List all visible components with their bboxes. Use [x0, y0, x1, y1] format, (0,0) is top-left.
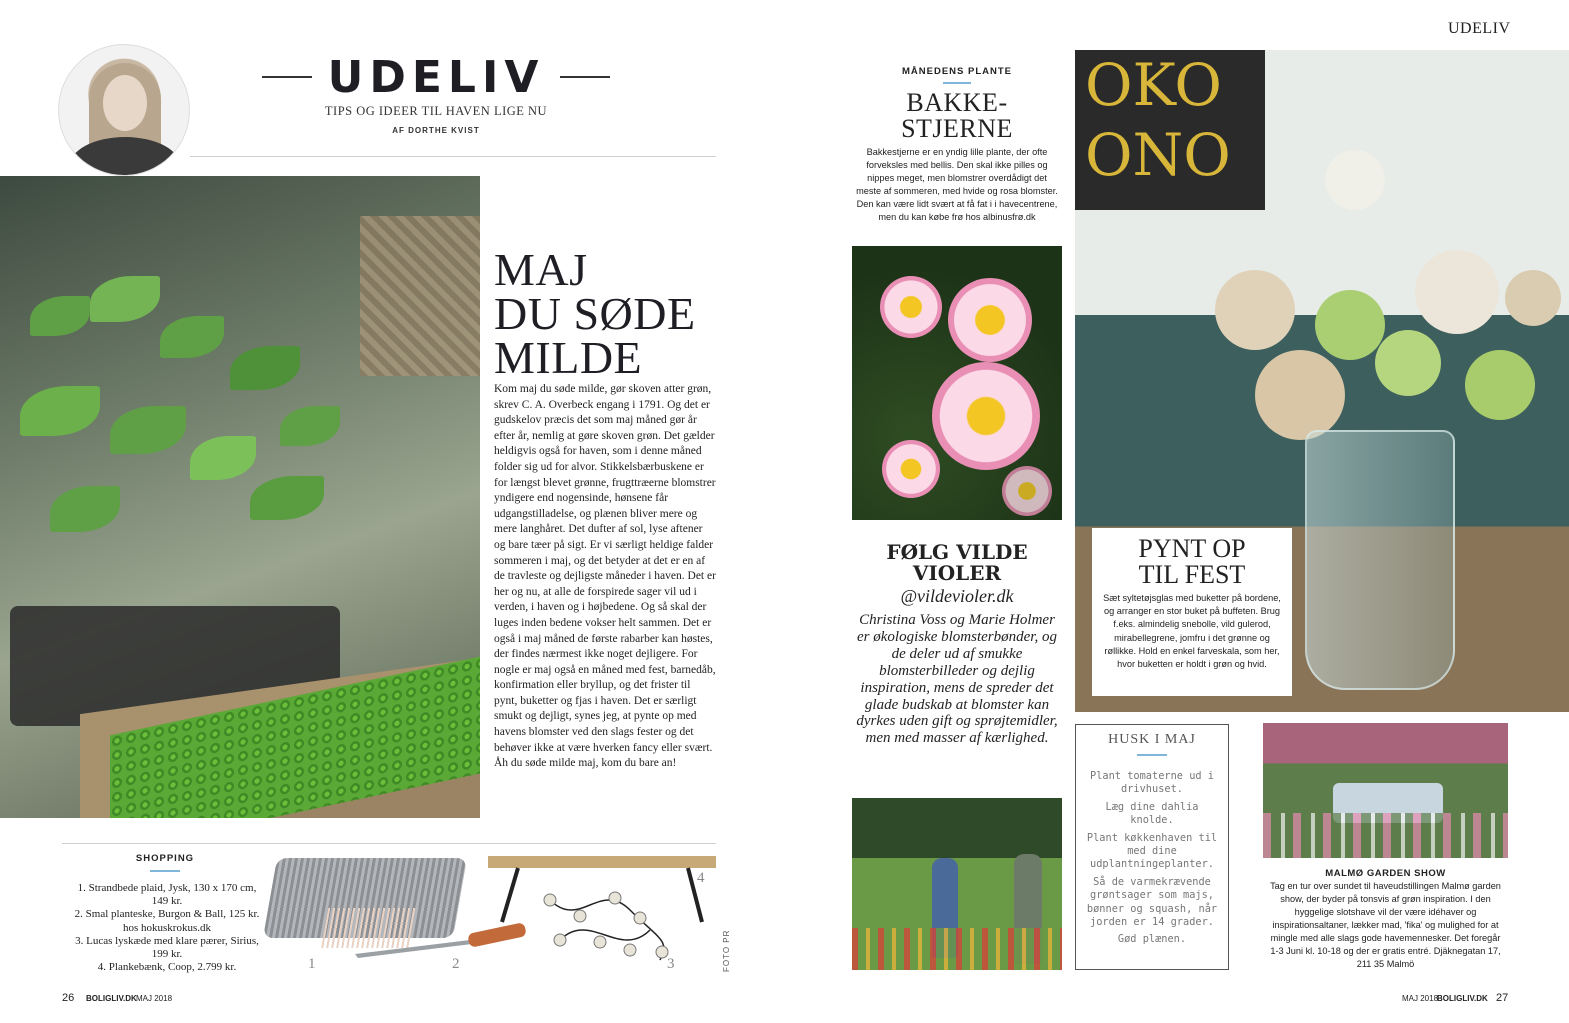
photo-daisy [880, 276, 942, 338]
folio-site-left: BOLIGLIV.DK [86, 994, 137, 1003]
photo-bloom [1505, 270, 1561, 326]
photo-daisy [882, 440, 940, 498]
portrait-body [69, 137, 181, 176]
folio-site-right: BOLIGLIV.DK [1437, 994, 1488, 1003]
photo-bloom [1415, 250, 1499, 334]
product-trowel-image [350, 920, 530, 960]
photo-flowerbed [1263, 813, 1508, 858]
photo-daisy [932, 362, 1040, 470]
shopping-item: 2. Smal planteske, Burgon & Ball, 125 kr. hos hokuskrokus.dk [74, 908, 260, 934]
shopping-list [72, 882, 262, 974]
product-number: 4 [697, 870, 705, 886]
byline: AF DORTHE KVIST [392, 126, 480, 135]
photo-leaf [90, 276, 160, 322]
folio-date-left: MAJ 2018 [136, 994, 173, 1003]
photo-credit: FOTO PR [722, 929, 731, 972]
product-string-lights-image [540, 880, 680, 970]
photo-bloom [1315, 290, 1385, 360]
husk-item: Læg dine dahlia knolde. [1105, 800, 1199, 827]
photo-leaf [20, 386, 100, 436]
violer-title-line: FØLG VILDE [886, 540, 1028, 564]
section-title-text: UDELIV [327, 51, 545, 103]
product-number: 2 [452, 956, 460, 972]
violer-photo-flower-farm [852, 798, 1062, 970]
photo-daisy [1002, 466, 1052, 516]
page-number-left: 26 [62, 992, 75, 1004]
title-rule-right [560, 76, 610, 78]
author-portrait [58, 44, 190, 176]
photo-leaf [230, 346, 300, 390]
plant-title-line: STJERNE [901, 114, 1013, 143]
photo-leaf [250, 476, 324, 520]
page-number-right: 27 [1496, 992, 1509, 1004]
husk-item: Gød plænen. [1117, 933, 1187, 946]
malmo-photo-garden [1263, 723, 1508, 858]
photo-bloom [1375, 330, 1441, 396]
shopping-divider [62, 843, 716, 844]
section-subtitle: TIPS OG IDEER TIL HAVEN LIGE NU [324, 104, 548, 118]
article-title [494, 244, 724, 383]
shopping-accent-rule [150, 870, 180, 872]
photo-vase [1305, 430, 1455, 690]
article-title-line: MAJ [494, 244, 588, 295]
photo-leaf [50, 486, 120, 532]
title-rule-left [262, 76, 312, 78]
photo-flower-rows [852, 928, 1062, 970]
photo-basket [360, 216, 480, 376]
violer-title-line: VIOLER [912, 561, 1002, 585]
shopping-heading: SHOPPING [135, 853, 195, 864]
husk-list [1085, 770, 1219, 951]
plant-accent-rule [943, 82, 971, 84]
fest-title-line: PYNT OP [1138, 534, 1246, 563]
photo-sign-line: OKO [1085, 51, 1222, 119]
instagram-handle: @vildevioler.dk [900, 586, 1014, 606]
plant-kicker: MÅNEDENS PLANTE [901, 66, 1012, 77]
section-tag: UDELIV [1448, 20, 1511, 37]
violer-title [852, 542, 1062, 584]
section-title [262, 52, 610, 102]
shopping-item: 3. Lucas lyskæde med klare pærer, Sirius, 199 kr. [75, 934, 259, 961]
plant-photo-daisies [852, 246, 1062, 520]
article-title-line: MILDE [494, 332, 643, 383]
article-body: Kom maj du søde milde, gør skoven atter grøn, skrev C. A. Overbeck engang i 1791. Og det er gudskelov præcis det som maj måned gør år efter år, nemlig at gøre skoven grøn. Det gælder heldigvis også for haven, som i denne måned folder sig ud for alvor. Stikkelsbærbuskene er for længst blevet grønne, frugttræerne blomstrer yndigere end nogensinde, hønsene får udgangstilladelse, og plænen bliver mere og mere langhåret. Det dufter af sol, lyse aftener og bare tæer på sigt. Er vi særligt heldige falder sommeren i maj, og det betyder at det er en af de travleste og dejligste måneder i haven. Det er her og nu, at alle de forspirede sager vil ud i verden, i haven og i højbedene. Og så skal der luges inden bedene vokser helt sammen. Det er også i maj måned de første rabarber kan høstes, der findes nærmest ikke noget dejligere. For nogle er maj også en måned med fest, barnedåb, konfirmation eller bryllup, og det frister til pynt, buketter og fjas i haven. Det er særligt smukt og dejligt, synes jeg, at pynte op med havens blomster ved den slags fester og det behøver ikke at være hverken fancy eller svært. Åh du søde milde maj, kom du bare an! [494, 383, 716, 770]
fest-title-line: TIL FEST [1138, 560, 1246, 589]
husk-accent-rule [1137, 754, 1167, 756]
article-title-line: DU SØDE [494, 288, 696, 339]
shopping-item: 4. Plankebænk, Coop, 2.799 kr. [97, 961, 237, 974]
photo-sign [1075, 50, 1265, 210]
photo-daisy [948, 278, 1032, 362]
photo-leaf [190, 436, 256, 480]
header-divider [190, 156, 716, 157]
plant-title-line: BAKKE- [906, 88, 1008, 117]
hero-photo-seedlings [0, 176, 480, 818]
fest-text: Sæt syltetøjsglas med buketter på bordene, og arranger en stor buket på buffeten. Brug f.eks. almindelig snebolle, vild gulerod, mirabellegrene, jomfru i det grønne og røllikke. Hold en enkel farveskala, som her, hvor buketten er holdt i grøn og hvid. [1103, 593, 1281, 670]
product-number: 3 [667, 956, 675, 972]
violer-text: Christina Voss og Marie Holmer er økologiske blomsterbønder, og de deler ud af smukke blomsterbilleder og dejlig inspiration, mens de spreder det glade budskab at blomster kan dyrkes uden gift og sprøjtemidler, men med masser af kærlighed. [856, 612, 1058, 747]
photo-leaf [110, 406, 186, 454]
photo-bloom [1465, 350, 1535, 420]
folio-date-right: MAJ 2018 [1402, 994, 1439, 1003]
husk-title: HUSK I MAJ [1108, 732, 1196, 747]
husk-item: Plant tomaterne ud i drivhuset. [1090, 770, 1214, 796]
photo-bloom [1325, 150, 1385, 210]
fest-title [1092, 536, 1292, 588]
photo-leaf [30, 296, 90, 336]
husk-item: Plant køkkenhaven til med dine udplantningeplanter. [1086, 831, 1218, 871]
photo-bloom [1255, 350, 1345, 440]
portrait-face [103, 75, 147, 131]
product-number: 1 [308, 956, 316, 972]
plant-text: Bakkestjerne er en yndig lille plante, der ofte forveksles med bellis. Den skal ikke pilles og nippes meget, men blomstrer overdådigt det meste af sommeren, med hvide og rosa blomster. Den kan være lidt svært at få fat i i havecentrene, men du kan købe frø hos albinusfrø.dk [856, 147, 1058, 222]
photo-sign-line: ONO [1085, 121, 1231, 189]
photo-leaf [280, 406, 340, 446]
photo-leaf [160, 316, 224, 358]
plant-title [852, 90, 1062, 142]
photo-bloom [1215, 270, 1295, 350]
malmo-text: Tag en tur over sundet til haveudstillingen Malmø garden show, der byder på tonsvis af grøn inspiration. I den hyggelige slotshave vil der være idéhaver og inspirationsaltaner, lækker mad, 'fika' og mulighed for at mingle med alle slags gode havemennesker. Det foregår 1-3 Juni kl. 10-18 og der er gratis entré. Djäknegatan 17, 211 35 Malmö [1270, 881, 1501, 969]
malmo-title: MALMØ GARDEN SHOW [1325, 868, 1446, 879]
husk-item: Så de varmekrævende grøntsager som majs, bønner og squash, når jorden er 14 grader. [1086, 875, 1218, 929]
shopping-item: 1. Strandbede plaid, Jysk, 130 x 170 cm, 149 kr. [77, 882, 257, 908]
